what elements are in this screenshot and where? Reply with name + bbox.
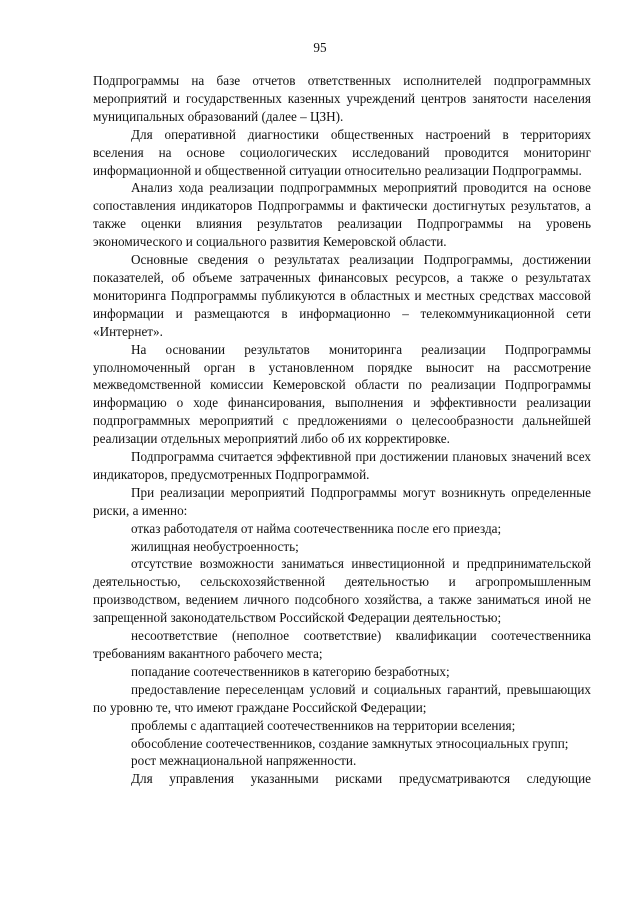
paragraph: Для управления указанными рисками предусматриваются следующие bbox=[131, 771, 591, 787]
paragraph: несоответствие (неполное соответствие) квалификации соотечественника требованиям вакантного рабочего места; bbox=[93, 628, 591, 661]
paragraph: Для оперативной диагностики общественных настроений в территориях вселения на основе социологических исследований проводится мониторинг информационной и общественной ситуации относительно реализации Подпрограммы. bbox=[93, 126, 591, 178]
paragraph: На основании результатов мониторинга реализации Подпрограммы уполномоченный орган в установленном порядке выносит на рассмотрение межведомственной комиссии Кемеровской области по реализации Подпрограммы информацию о ходе финансирования, выполнения и эффективности реализации подпрограммных мероприятий с предложениями о целесообразности дальнейшей реализации отдельных мероприятий либо об их корректировке. bbox=[93, 341, 591, 447]
paragraph: рост межнациональной напряженности. bbox=[131, 753, 357, 769]
paragraph: отказ работодателя от найма соотечественника после его приезда; bbox=[131, 520, 502, 536]
paragraph: Подпрограмма считается эффективной при достижении плановых значений всех индикаторов, предусмотренных Подпрограммой. bbox=[93, 449, 591, 482]
paragraph: Подпрограммы на базе отчетов ответственных исполнителей подпрограммных мероприятий и государственных казенных учреждений центров занятости населения муниципальных образований (далее – ЦЗН). bbox=[93, 73, 591, 124]
paragraph: Основные сведения о результатах реализации Подпрограммы, достижении показателей, об объеме затраченных финансовых ресурсов, а также о результатах мониторинга Подпрограммы публикуются в областных и местных средствах массовой информации и размещаются в информационно – телекоммуникационной сети «Интернет». bbox=[93, 252, 591, 339]
paragraph: При реализации мероприятий Подпрограммы могут возникнуть определенные риски, а именно: bbox=[93, 484, 591, 518]
paragraph: Анализ хода реализации подпрограммных мероприятий проводится на основе сопоставления индикаторов Подпрограммы и фактически достигнутых результатов, а также оценки влияния результатов реализации Подпрограммы на уровень экономического и социального развития Кемеровской области. bbox=[93, 180, 591, 250]
document-body bbox=[93, 72, 591, 788]
paragraph: попадание соотечественников в категорию безработных; bbox=[131, 663, 450, 679]
page-number: 95 bbox=[313, 40, 327, 55]
paragraph: проблемы с адаптацией соотечественников на территории вселения; bbox=[131, 717, 516, 733]
paragraph: предоставление переселенцам условий и социальных гарантий, превышающих по уровню те, что имеют граждане Российской Федерации; bbox=[93, 681, 591, 715]
paragraph: обособление соотечественников, создание замкнутых этносоциальных групп; bbox=[131, 735, 569, 751]
paragraph: жилищная необустроенность; bbox=[131, 538, 299, 554]
paragraph: отсутствие возможности заниматься инвестиционной и предпринимательской деятельностью, сельскохозяйственной деятельностью и агропромышленным производством, ведением личного подсобного хозяйства, а также заниматься иной не запрещенной законодательством Российской Федерации деятельностью; bbox=[93, 556, 591, 626]
